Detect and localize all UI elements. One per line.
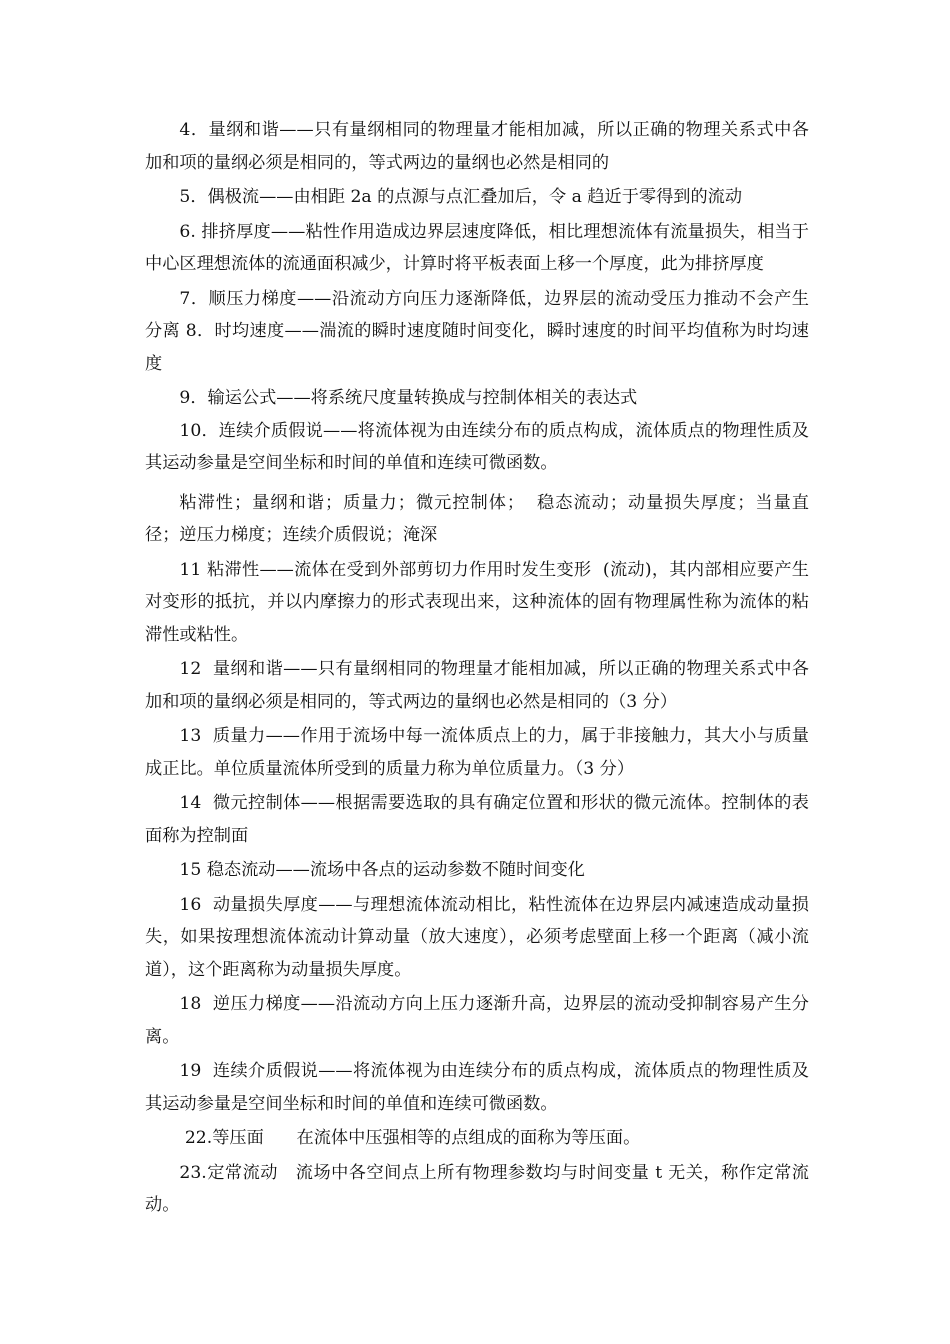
paragraph-item-22: 22.等压面 在流体中压强相等的点组成的面称为等压面。 (179, 1128, 641, 1148)
paragraph-item-12: 12 量纲和谐——只有量纲相同的物理量才能相加减，所以正确的物理关系式中各加和项的量纲必须是相同的，等式两边的量纲也必然是相同的（3 分） (145, 659, 809, 712)
paragraph-item-7-8: 7．顺压力梯度——沿流动方向压力逐渐降低，边界层的流动受压力推动不会产生分离 8．时均速度——湍流的瞬时速度随时间变化，瞬时速度的时间平均值称为时均速度 (145, 288, 809, 374)
document-body (145, 114, 809, 1222)
paragraph-item-9: 9．输运公式——将系统尺度量转换成与控制体相关的表达式 (179, 388, 638, 408)
paragraph-item-19: 19 连续介质假说——将流体视为由连续分布的质点构成，流体质点的物理性质及其运动参量是空间坐标和时间的单值和连续可微函数。 (145, 1061, 809, 1114)
paragraph-item-6: 6. 排挤厚度——粘性作用造成边界层速度降低，相比理想流体有流量损失，相当于中心区理想流体的流通面积减少，计算时将平板表面上移一个厚度，此为排挤厚度 (145, 221, 809, 274)
term-list-paragraph: 粘滞性；量纲和谐；质量力；微元控制体； 稳态流动；动量损失厚度；当量直径；逆压力梯度；连续介质假说；淹深 (145, 492, 809, 545)
paragraph-item-11: 11 粘滞性——流体在受到外部剪切力作用时发生变形 (流动)，其内部相应要产生对变形的抵抗，并以内摩擦力的形式表现出来，这种流体的固有物理属性称为流体的粘滞性或粘性。 (145, 559, 809, 645)
paragraph-item-4: 4．量纲和谐——只有量纲相同的物理量才能相加减，所以正确的物理关系式中各加和项的量纲必须是相同的，等式两边的量纲也必然是相同的 (145, 120, 809, 173)
paragraph-item-13: 13 质量力——作用于流场中每一流体质点上的力，属于非接触力，其大小与质量成正比。单位质量流体所受到的质量力称为单位质量力。（3 分） (145, 726, 809, 779)
paragraph-item-10: 10．连续介质假说——将流体视为由连续分布的质点构成，流体质点的物理性质及其运动参量是空间坐标和时间的单值和连续可微函数。 (145, 420, 809, 473)
paragraph-item-14: 14 微元控制体——根据需要选取的具有确定位置和形状的微元流体。控制体的表面称为控制面 (145, 793, 809, 846)
paragraph-item-18: 18 逆压力梯度——沿流动方向上压力逐渐升高，边界层的流动受抑制容易产生分离。 (145, 994, 809, 1047)
paragraph-item-15: 15 稳态流动——流场中各点的运动参数不随时间变化 (179, 860, 585, 880)
paragraph-item-16: 16 动量损失厚度——与理想流体流动相比，粘性流体在边界层内减速造成动量损失，如果按理想流体流动计算动量（放大速度），必须考虑壁面上移一个距离（减小流道），这个距离称为动量损失厚度。 (145, 894, 809, 980)
paragraph-item-23: 23.定常流动 流场中各空间点上所有物理参数均与时间变量 t 无关，称作定常流动。 (145, 1162, 809, 1215)
paragraph-item-5: 5．偶极流——由相距 2a 的点源与点汇叠加后，令 a 趋近于零得到的流动 (179, 187, 743, 207)
